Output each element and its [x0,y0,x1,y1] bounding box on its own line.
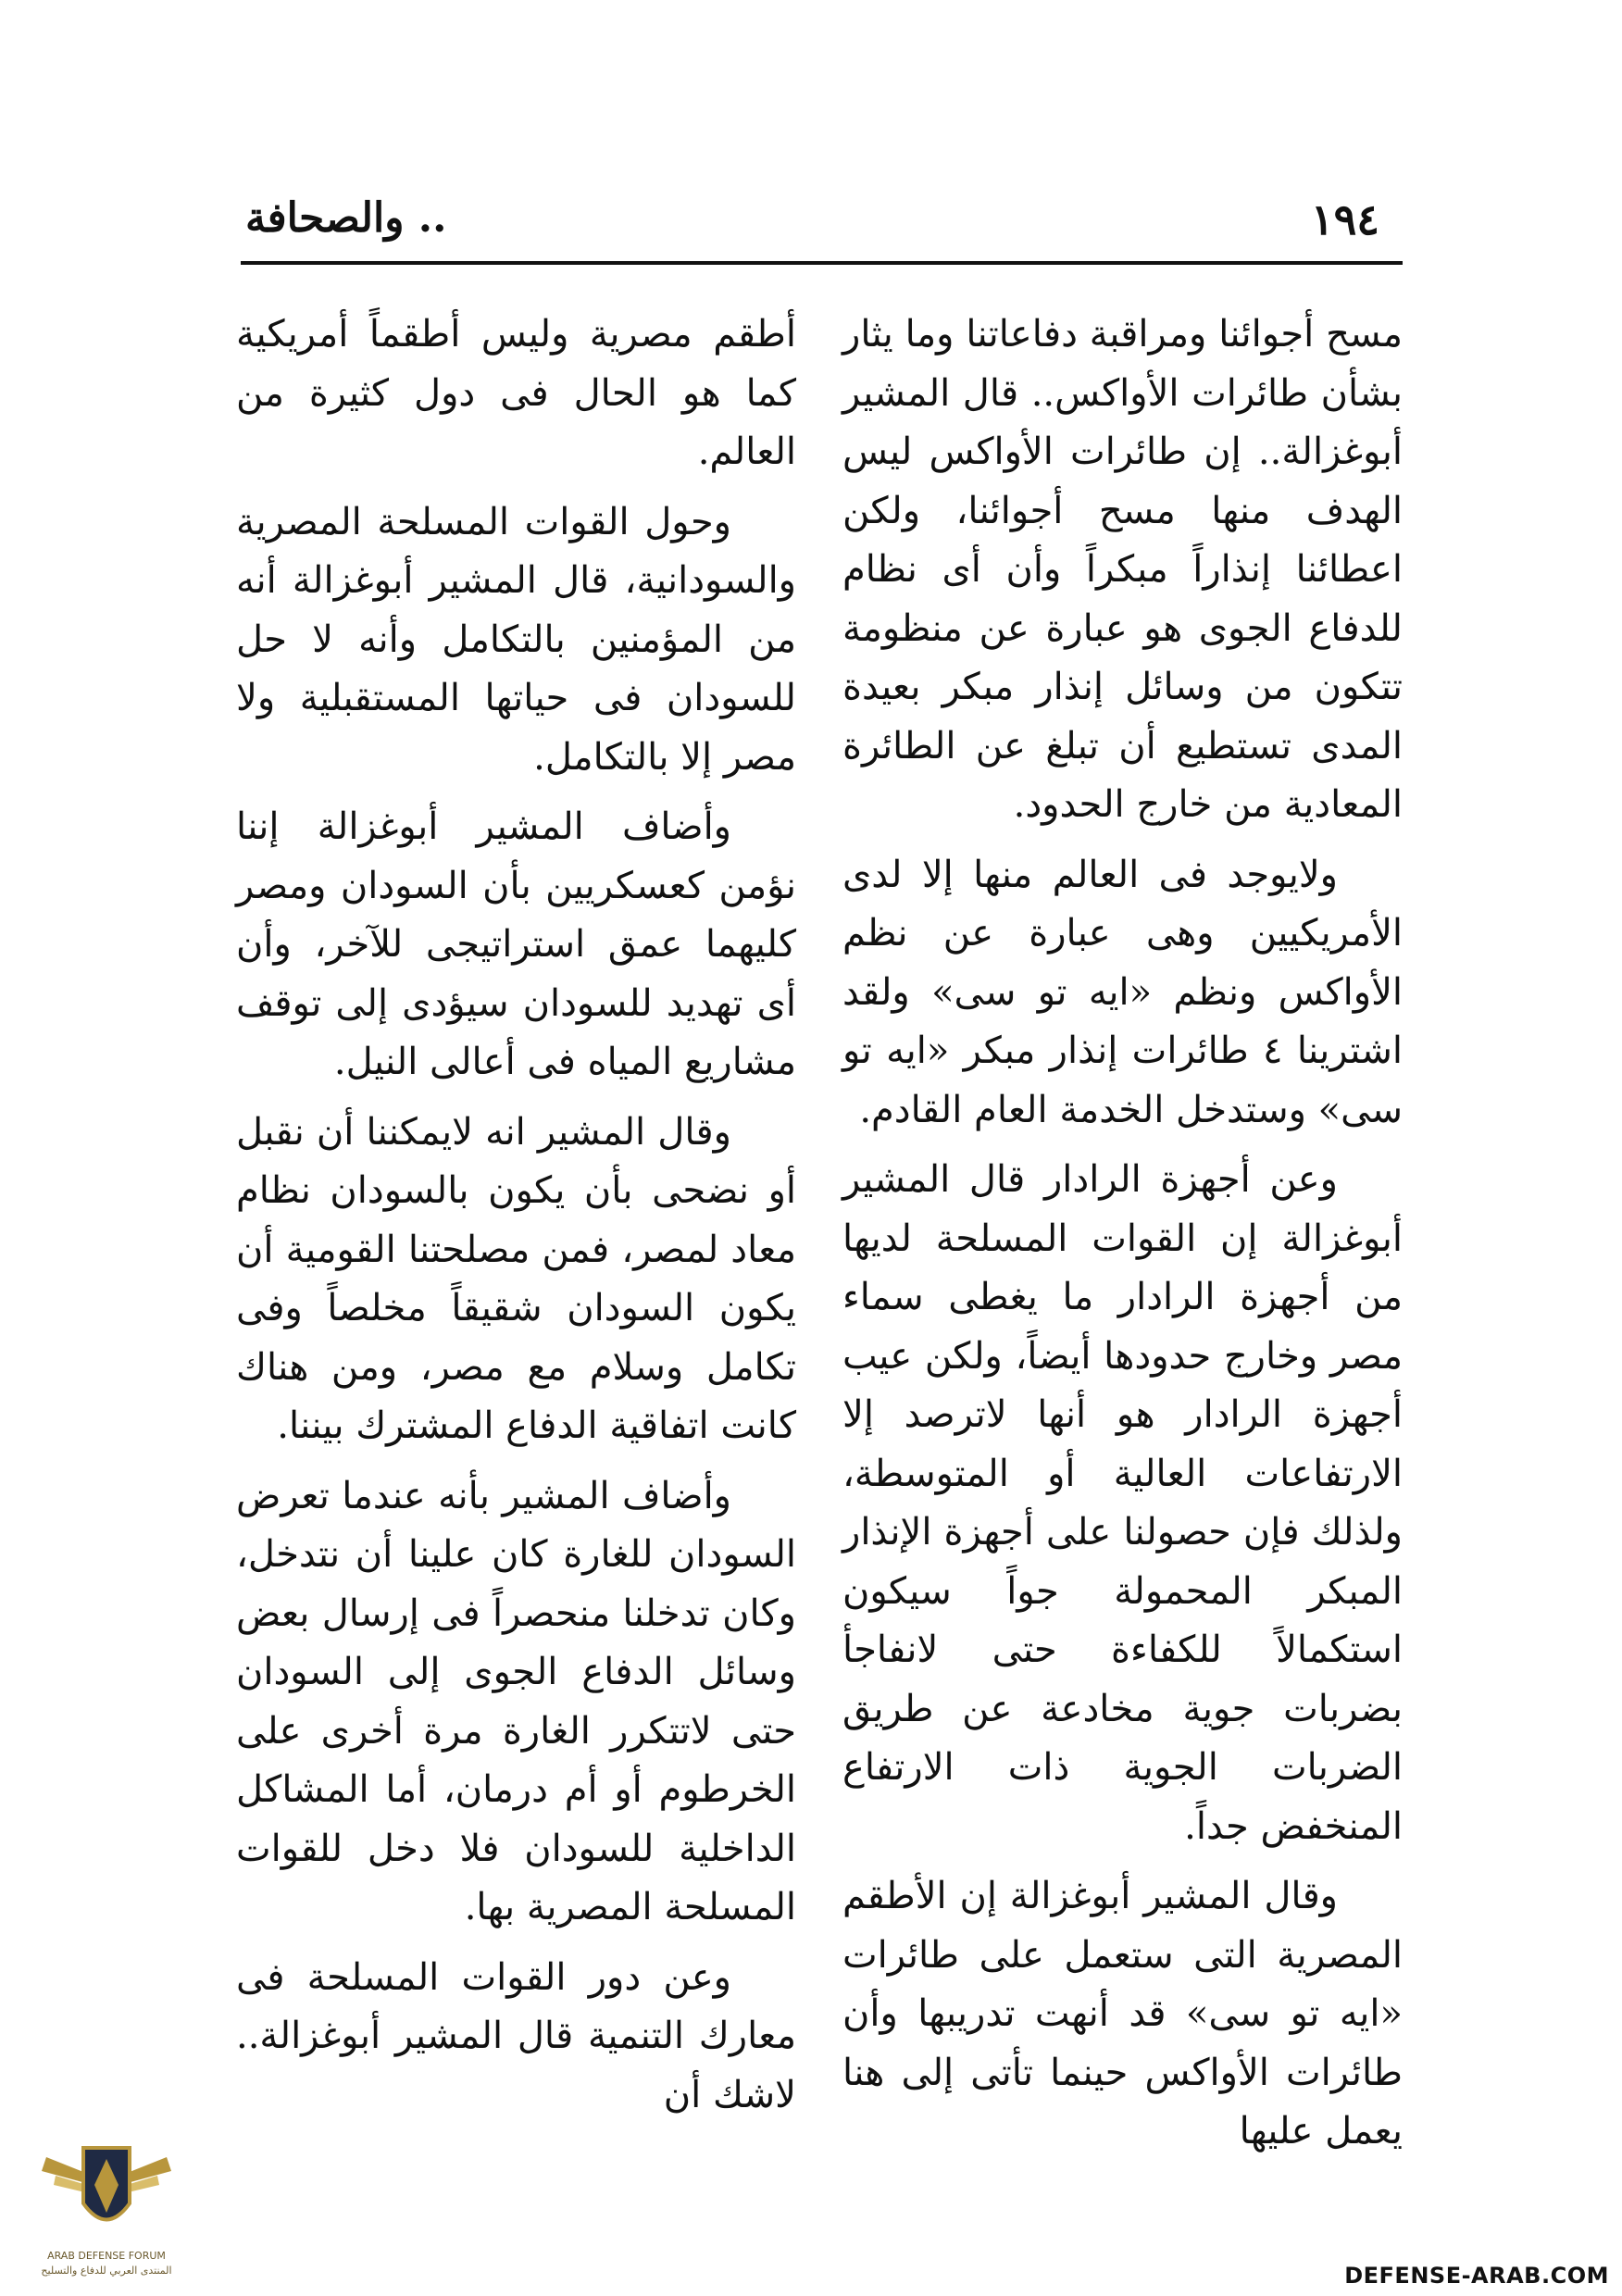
forum-logo-text-ar: المنتدى العربي للدفاع والتسليح [41,2265,172,2277]
right-column [842,306,1403,2173]
paragraph: ولايوجد فى العالم منها إلا لدى الأمريكيين وهى عبارة عن نظم الأواكس ونظم «ايه تو سى» ولقد اشترينا ٤ طائرات إنذار مبكر «ايه تو سى» وستدخل الخدمة العام القادم. [842,853,1404,1131]
paragraph: وعن دور القوات المسلحة فى معارك التنمية قال المشير أبوغزالة.. لاشك أن [236,1955,796,2116]
header-rule [241,261,1403,265]
page-header [236,194,1407,259]
paragraph: أطقم مصرية وليس أطقماً أمريكية كما هو الحال فى دول كثيرة من العالم. [236,313,796,473]
page-number: ١٩٤ [1310,194,1379,244]
paragraph: وأضاف المشير أبوغزالة إننا نؤمن كعسكريين بأن السودان ومصر كليهما عمق استراتيجى للآخر، وأن أى تهديد للسودان سيؤدى إلى توقف مشاريع المياه فى أعالى النيل. [236,805,796,1083]
paragraph: وحول القوات المسلحة المصرية والسودانية، قال المشير أبوغزالة أنه من المؤمنين بالتكامل وأنه لا حل للسودان فى حياتها المستقبلية ولا مصر إلا بالتكامل. [236,500,796,779]
watermark-url: DEFENSE-ARAB.COM [1344,2263,1609,2289]
paragraph: مسح أجوائنا ومراقبة دفاعاتنا وما يثار بشأن طائرات الأواكس.. قال المشير أبوغزالة.. إن طائرات الأواكس ليس الهدف منها مسح أجوائنا، ولكن اعطائنا إنذاراً مبكراً وأن أى نظام للدفاع الجوى هو عبارة عن منظومة تتكون من وسائل إنذار مبكر بعيدة المدى تستطيع أن تبلغ عن الطائرة المعادية من خارج الحدود. [842,313,1403,826]
paragraph: وقال المشير أبوغزالة إن الأطقم المصرية التى ستعمل على طائرات «ايه تو سى» قد أنهت تدريبها وأن طائرات الأواكس حينما تأتى إلى هنا يعمل عليها [842,1875,1403,2152]
paragraph: وعن أجهزة الرادار قال المشير أبوغزالة إن القوات المسلحة لديها من أجهزة الرادار ما يغطى سماء مصر وخارج حدودها أيضاً، ولكن عيب أجهزة الرادار هو أنها لاترصد إلا الارتفاعات العالية أو المتوسطة، ولذلك فإن حصولنا على أجهزة الإنذار المبكر المحمولة جواً سيكون استكمالاً للكفاءة حتى لانفاجأ بضربات جوية مخادعة عن طريق الضربات الجوية ذات الارتفاع المنخفض جداً. [842,1158,1403,1848]
left-column [236,306,796,2136]
forum-logo-text-en: ARAB DEFENSE FORUM [47,2250,166,2262]
running-title: .. والصحافة [245,194,447,242]
paragraph: وقال المشير انه لايمكننا أن نقبل أو نضحى بأن يكون بالسودان نظام معاد لمصر، فمن مصلحتنا القومية أن يكون السودان شقيقاً مخلصاً وفى تكامل وسلام مع مصر، ومن هناك كانت اتفاقية الدفاع المشترك بيننا. [236,1110,796,1447]
paragraph: وأضاف المشير بأنه عندما تعرض السودان للغارة كان علينا أن نتدخل، وكان تدخلنا منحصراً فى إرسال بعض وسائل الدفاع الجوى إلى السودان حتى لاتتكرر الغارة مرة أخرى على الخرطوم أو أم درمان، أما المشاكل الداخلية للسودان فلا دخل للقوات المسلحة المصرية بها. [236,1474,796,1928]
